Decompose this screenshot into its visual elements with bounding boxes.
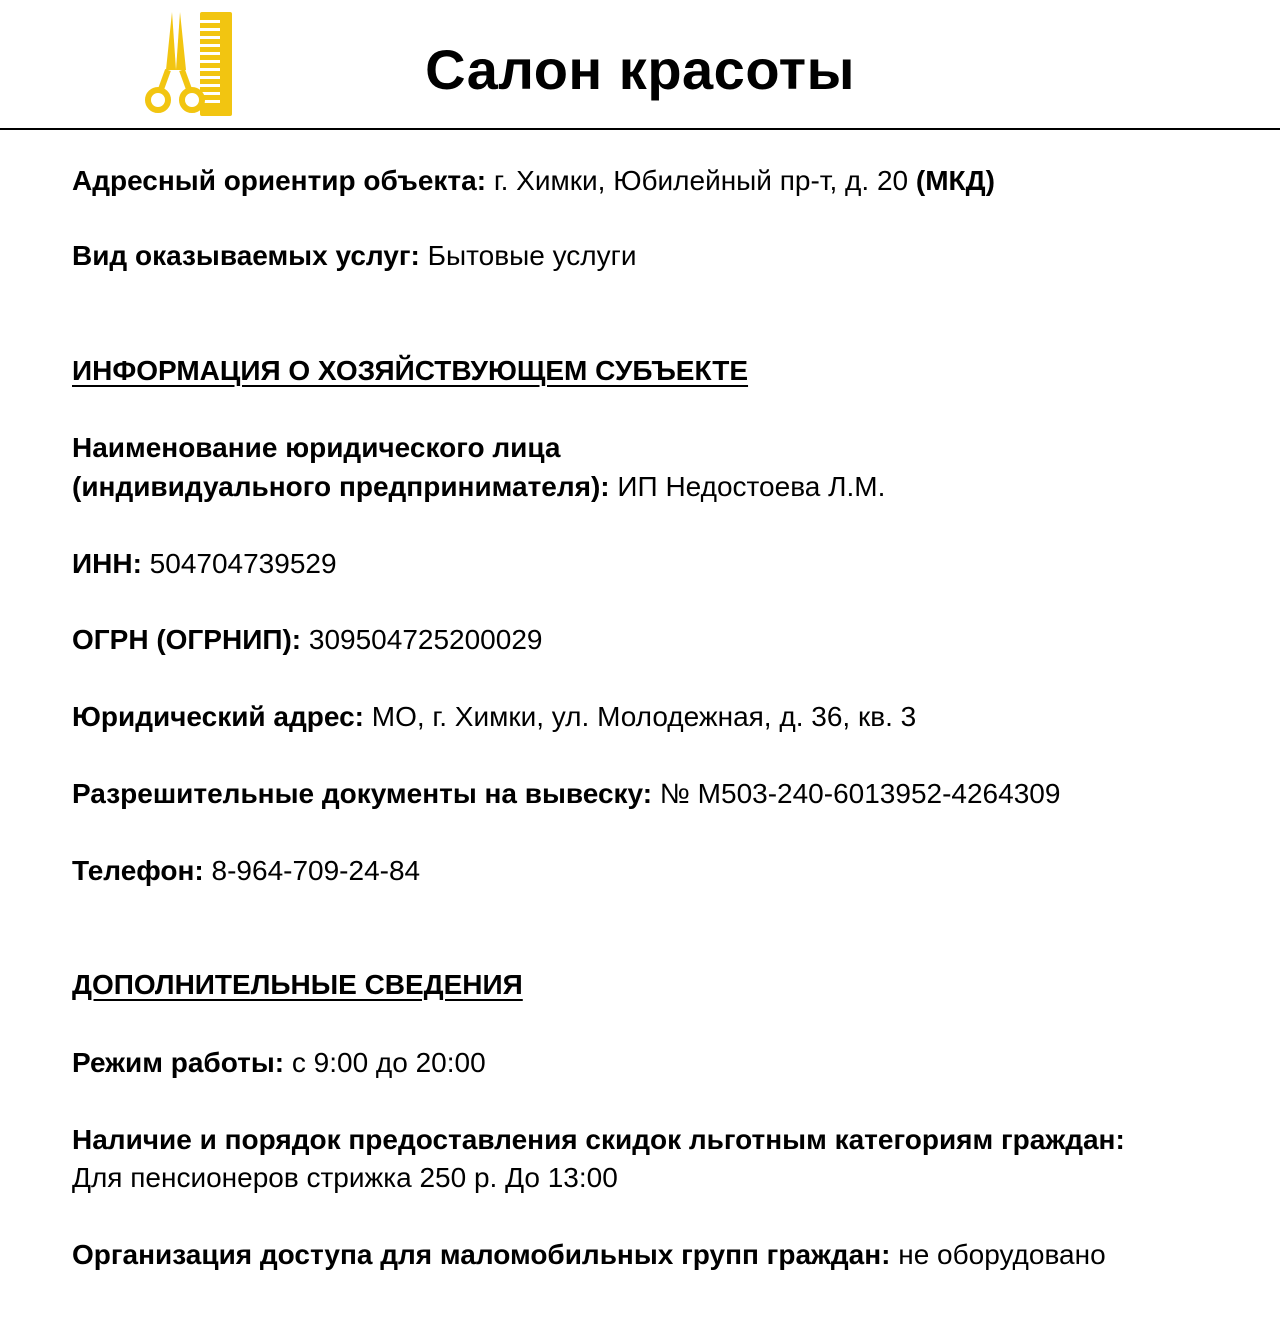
phone-label: Телефон: [72, 855, 204, 886]
address-type: (МКД) [915, 165, 995, 196]
ogrn-row [72, 621, 542, 659]
hours-row [72, 1044, 486, 1082]
entity-section-heading: ИНФОРМАЦИЯ О ХОЗЯЙСТВУЮЩЕМ СУБЪЕКТЕ [72, 355, 749, 386]
ogrn-label: ОГРН (ОГРНИП): [72, 624, 302, 655]
accessibility-label: Организация доступа для маломобильных групп граждан: [72, 1239, 891, 1270]
entity-name-label-cont: (индивидуального предпринимателя): [72, 471, 610, 502]
discounts-label-row [72, 1121, 1125, 1159]
accessibility-row [72, 1236, 1106, 1274]
legal-address-row [72, 698, 916, 736]
legal-address-label: Юридический адрес: [72, 701, 364, 732]
page-title: Салон красоты [425, 38, 855, 101]
address-label: Адресный ориентир объекта: [72, 165, 487, 196]
entity-name-row [72, 468, 885, 506]
permits-label: Разрешительные документы на вывеску: [72, 778, 653, 809]
address-value: г. Химки, Юбилейный пр-т, д. 20 [493, 165, 909, 196]
page-header [0, 0, 1280, 130]
additional-section-heading: ДОПОЛНИТЕЛЬНЫЕ СВЕДЕНИЯ [72, 969, 523, 1000]
entity-name-value: ИП Недостоева Л.М. [617, 471, 886, 502]
permits-row [72, 775, 1060, 813]
phone-row [72, 852, 420, 890]
accessibility-value: не оборудовано [898, 1239, 1106, 1270]
services-value: Бытовые услуги [427, 240, 637, 271]
permits-value: № М503-240-6013952-4264309 [659, 778, 1061, 809]
discounts-value: Для пенсионеров стрижка 250 р. До 13:00 [72, 1162, 618, 1193]
hours-value: с 9:00 до 20:00 [291, 1047, 486, 1078]
phone-value: 8-964-709-24-84 [211, 855, 421, 886]
inn-value: 504704739529 [149, 548, 337, 579]
address-row [72, 162, 995, 200]
inn-label: ИНН: [72, 548, 142, 579]
legal-address-value: МО, г. Химки, ул. Молодежная, д. 36, кв. 3 [371, 701, 917, 732]
ogrn-value: 309504725200029 [308, 624, 543, 655]
services-row [72, 237, 636, 275]
services-label: Вид оказываемых услуг: [72, 240, 420, 271]
inn-row [72, 545, 337, 583]
entity-name-label: Наименование юридического лица [72, 432, 561, 463]
entity-name-label-line1 [72, 429, 561, 467]
discounts-label: Наличие и порядок предоставления скидок льготным категориям граждан: [72, 1124, 1125, 1155]
hours-label: Режим работы: [72, 1047, 285, 1078]
discounts-value-row [72, 1159, 618, 1197]
